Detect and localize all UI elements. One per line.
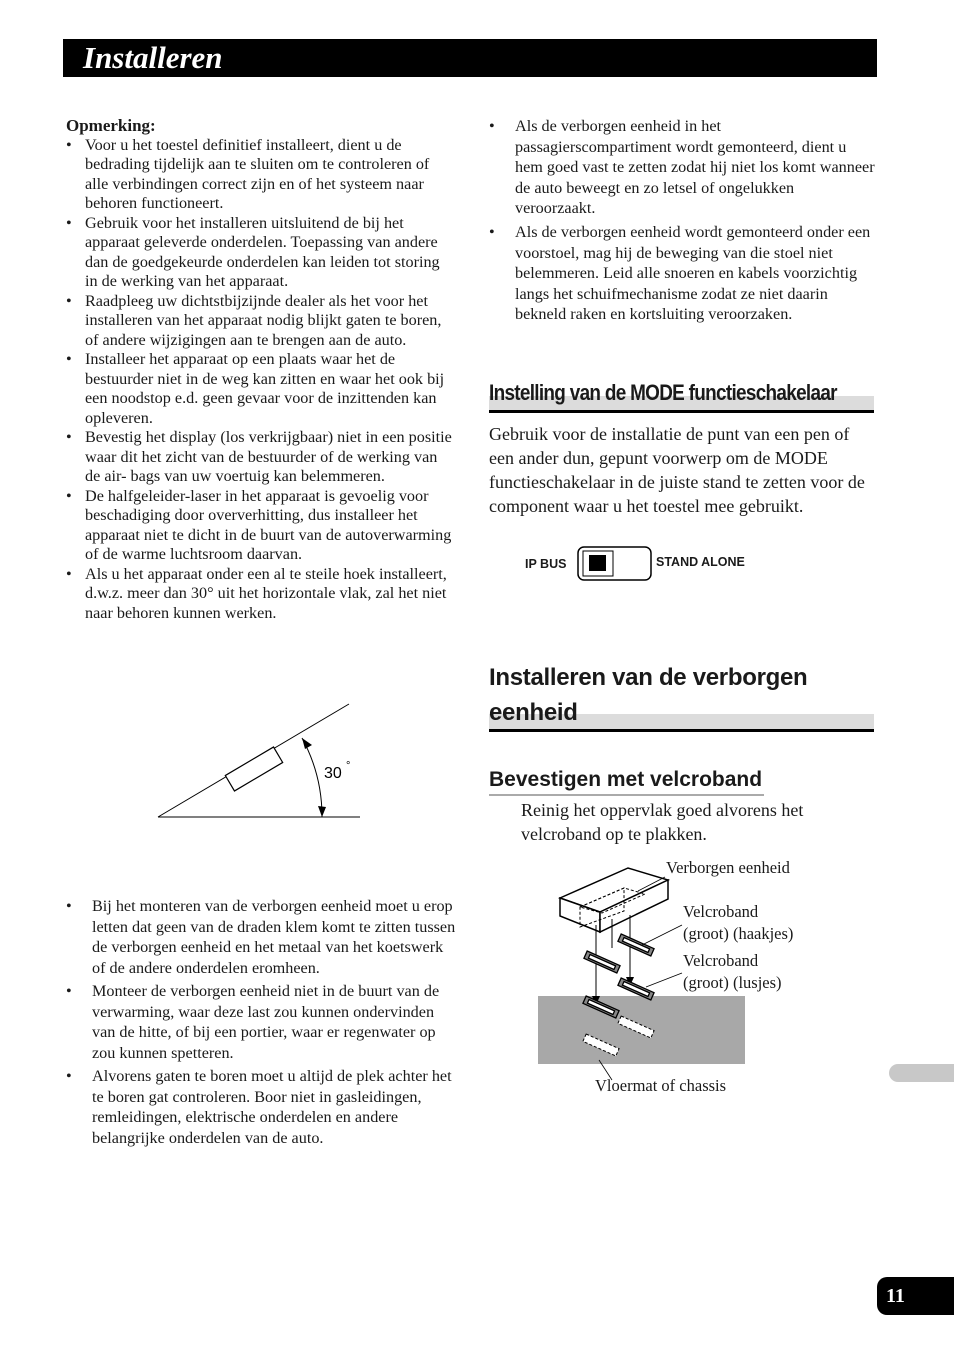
hidden-unit-box xyxy=(560,868,668,932)
notes-column-right xyxy=(489,116,875,328)
heading-line-1: Installeren van de verborgen xyxy=(489,664,808,691)
label-floor: Vloermat of chassis xyxy=(595,1076,727,1095)
switch-label-ip-bus: IP BUS xyxy=(525,557,567,571)
slide-switch xyxy=(577,546,653,582)
note-label: Opmerking: xyxy=(66,116,156,135)
label-velcro-hooks-2: (groot) (haakjes) xyxy=(683,924,794,943)
arc-arrow-top xyxy=(302,738,312,749)
header-bar xyxy=(63,39,877,77)
angle-diagram xyxy=(150,698,370,826)
velcro-heading: Bevestigen met velcroband xyxy=(489,766,764,796)
page-title: Installeren xyxy=(83,40,223,75)
mode-switch-diagram xyxy=(520,544,780,584)
angle-degree: ° xyxy=(346,760,351,772)
notes-column-left xyxy=(66,116,456,623)
label-velcro-hooks-1: Velcroband xyxy=(683,902,759,921)
page-number-tab xyxy=(877,1277,954,1315)
unit-rectangle xyxy=(225,747,282,791)
section-tab xyxy=(889,1064,954,1082)
angle-arc xyxy=(302,738,322,817)
heading-rule xyxy=(489,729,874,732)
notes-list-right xyxy=(489,116,875,325)
heading-rule xyxy=(489,410,874,413)
label-velcro-loops-2: (groot) (lusjes) xyxy=(683,973,782,992)
notes-list xyxy=(66,136,456,624)
mode-switch-heading: Instelling van de MODE functieschakelaar xyxy=(489,380,837,405)
note-item: • De halfgeleider-laser in het apparaat is gevoelig voor beschadiging door oververhitting, dus installeer het apparaat niet te dicht in de buurt van de autoverwarming of de warme luchtsroom daarvan. xyxy=(66,487,456,565)
label-velcro-loops-1: Velcroband xyxy=(683,951,759,970)
note-item: • Bevestig het display (los verkrijgbaar) niet in een positie waar dit het zicht van de bestuurder of de werking van de air- bags van uw voertuig kan belemmeren. xyxy=(66,428,456,487)
label-hidden-unit: Verborgen eenheid xyxy=(666,858,790,877)
angle-label: 30 xyxy=(324,765,342,782)
heading-line-2: eenheid xyxy=(489,699,578,726)
note-item: • Als de verborgen eenheid in het passagierscompartiment wordt gemonteerd, dient u hem goed vast te zetten zodat hij niet los komt wanneer de auto beweegt en zo letsel of ongelukken veroorzaakt. xyxy=(489,116,875,219)
velcro-diagram xyxy=(520,855,820,1105)
switch-label-stand-alone: STAND ALONE xyxy=(656,555,745,569)
arc-arrow-bottom xyxy=(318,806,326,817)
note-item: • Monteer de verborgen eenheid niet in de buurt van de verwarming, waar deze last zou kunnen ondervinden van de hitte, of bij een portier, waar er regenwater op zou kunnen spetteren. xyxy=(66,981,456,1063)
note-item: • Gebruik voor het installeren uitsluitend de bij het apparaat geleverde onderdelen. Toepassing van andere dan de goedgekeurde onderdelen kan leiden tot storing in de werking van het apparaat. xyxy=(66,214,456,292)
note-item: • Voor u het toestel definitief installeert, dient u de bedrading tijdelijk aan te sluiten om te controleren of alle verbindingen correct zijn en of het systeem naar behoren functioneert. xyxy=(66,136,456,214)
note-item: • Alvorens gaten te boren moet u altijd de plek achter het te boren gat controleren. Boor niet in gasleidingen, remleidingen, elektrische onderdelen en andere belangrijke onderdelen van de auto. xyxy=(66,1066,456,1148)
note-item: • Bij het monteren van de verborgen eenheid moet u erop letten dat geen van de draden klem komt te zitten tussen de verborgen eenheid en het metaal van het koetswerk of de andere onderdelen eromheen. xyxy=(66,896,456,978)
mode-switch-text: Gebruik voor de installatie de punt van een pen of een ander dun, gepunt voorwerp om de MODE functieschakelaar in de juiste stand te zetten voor de component waar u het toestel mee gebruikt. xyxy=(489,424,865,516)
velcro-text: Reinig het oppervlak goed alvorens het velcroband op te plakken. xyxy=(521,800,804,844)
notes-column-left-lower xyxy=(66,896,456,1151)
notes-list-lower xyxy=(66,896,456,1148)
note-item: • Als u het apparaat onder een al te steile hoek installeert, d.w.z. meer dan 30° uit het horizontale vlak, zal het niet naar behoren kunnen werken. xyxy=(66,565,456,624)
note-item: • Raadpleeg uw dichtstbijzijnde dealer als het voor het installeren van het apparaat nodig blijkt gaten te boren, of andere wijzigingen aan te brengen aan de auto. xyxy=(66,292,456,351)
install-hidden-unit-heading xyxy=(489,660,874,730)
note-item: • Als de verborgen eenheid wordt gemonteerd onder een voorstoel, mag hij de beweging van die stoel niet belemmeren. Leid alle snoeren en kabels voorzichtig langs het schuifmechanisme zodat ze niet daarin bekneld raken en kortsluiting veroorzaken. xyxy=(489,222,875,325)
note-item: • Installeer het apparaat op een plaats waar het de bestuurder niet in de weg kan zitten en waar het ook bij een noodstop e.d. geen gevaar voor de inzittenden kan opleveren. xyxy=(66,350,456,428)
page-number: 11 xyxy=(886,1285,905,1307)
